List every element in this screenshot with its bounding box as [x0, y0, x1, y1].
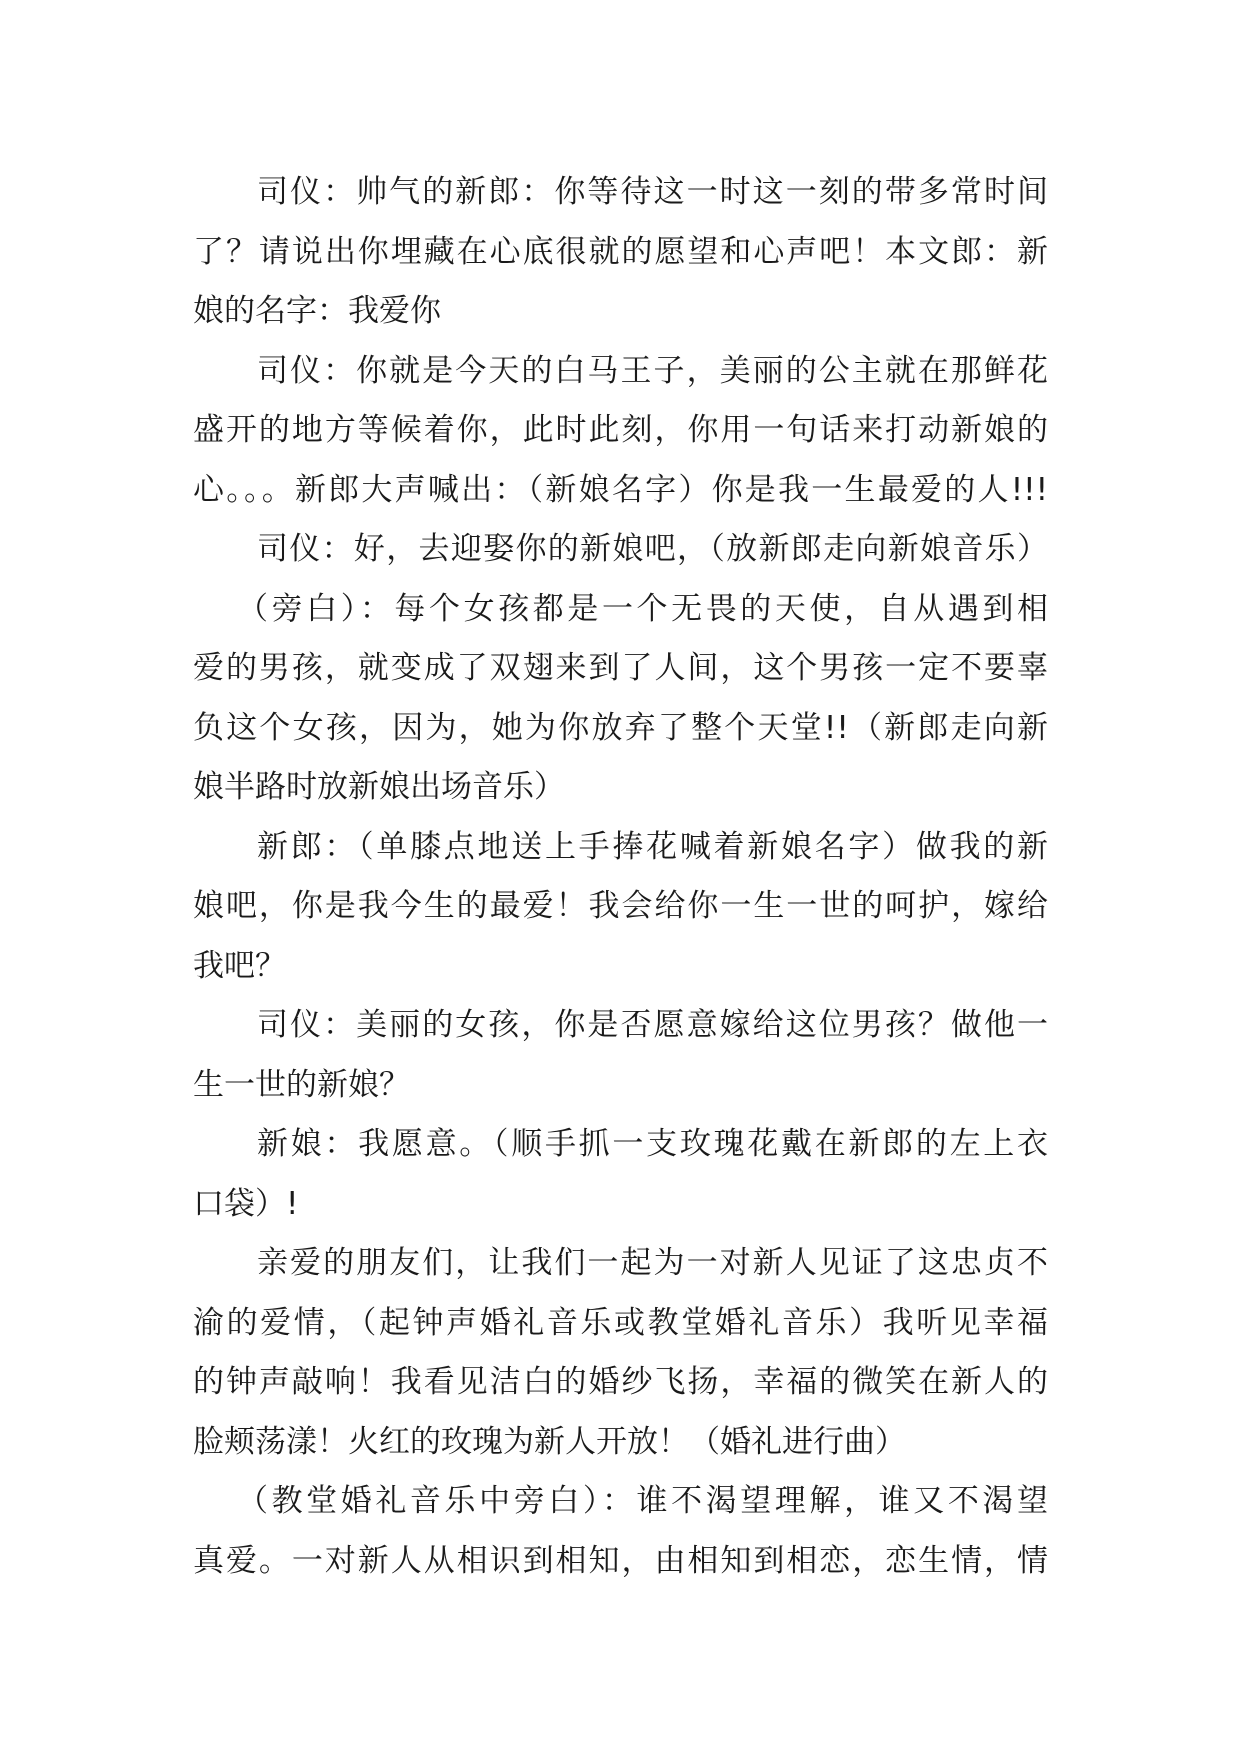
text-line: 心。。。新郎大声喊出：（新娘名字）你是我一生最爱的人!!! — [193, 471, 1048, 508]
text-line: 娘半路时放新娘出场音乐） — [193, 769, 565, 805]
text-line: （教堂婚礼音乐中旁白）：谁不渴望理解，谁又不渴望 — [237, 1483, 1048, 1519]
text-line: 亲爱的朋友们，让我们一起为一对新人见证了这忠贞不 — [257, 1245, 1048, 1281]
text-line: 真爱。一对新人从相识到相知，由相知到相恋，恋生情，情 — [193, 1542, 1048, 1579]
body-text — [193, 163, 1048, 1591]
text-line: 我吧？ — [193, 947, 286, 984]
text-line: 娘的名字：我爱你 — [193, 293, 441, 329]
text-line: 盛开的地方等候着你，此时此刻，你用一句话来打动新娘的 — [193, 412, 1048, 448]
text-line: 脸颊荡漾！火红的玫瑰为新人开放！（婚礼进行曲） — [193, 1423, 906, 1460]
text-line: 生一世的新娘？ — [193, 1066, 410, 1103]
text-line: 口袋）! — [193, 1185, 299, 1222]
text-line: 爱的男孩，就变成了双翅来到了人间，这个男孩一定不要辜 — [193, 650, 1048, 686]
text-line: 的钟声敲响！我看见洁白的婚纱飞扬，幸福的微笑在新人的 — [193, 1364, 1048, 1400]
text-line: 司仪：你就是今天的白马王子，美丽的公主就在那鲜花 — [257, 352, 1048, 389]
text-line: 新郎：（单膝点地送上手捧花喊着新娘名字）做我的新 — [257, 828, 1048, 865]
text-line: 司仪：好，去迎娶你的新娘吧，（放新郎走向新娘音乐） — [257, 531, 1048, 567]
text-line: 负这个女孩，因为，她为你放弃了整个天堂!!（新郎走向新 — [193, 709, 1048, 746]
text-line: 司仪：美丽的女孩，你是否愿意嫁给这位男孩？做他一 — [257, 1007, 1048, 1043]
text-line: 娘吧，你是我今生的最爱！我会给你一生一世的呵护，嫁给 — [193, 888, 1048, 924]
text-line: 司仪：帅气的新郎：你等待这一时这一刻的带多常时间 — [257, 174, 1048, 210]
text-line: （旁白）：每个女孩都是一个无畏的天使，自从遇到相 — [237, 590, 1048, 627]
text-line: 新娘：我愿意。（顺手抓一支玫瑰花戴在新郎的左上衣 — [257, 1126, 1048, 1162]
text-line: 渝的爱情，（起钟声婚礼音乐或教堂婚礼音乐）我听见幸福 — [193, 1304, 1048, 1341]
text-line: 了？请说出你埋藏在心底很就的愿望和心声吧！本文郎：新 — [193, 233, 1048, 270]
